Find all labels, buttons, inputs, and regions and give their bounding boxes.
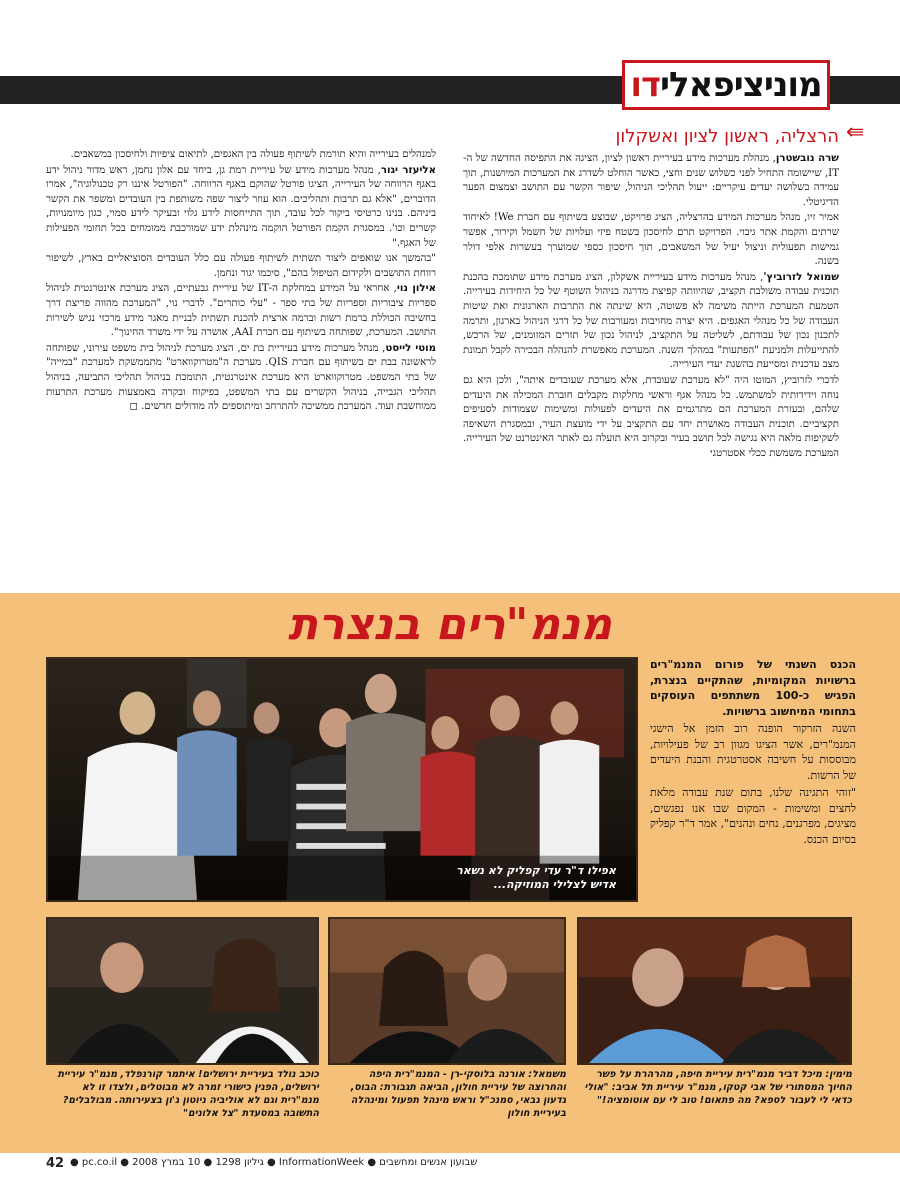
person-name: אליעזר יגור [380,164,436,176]
page-number: 42 [46,1156,65,1171]
logo-accent-text: דו [630,65,661,105]
caption-holon: משמאל: אורנה בלוסקי-רן - המנמ"רית היפה והחרוצה של עיריית חולון, הביאה תגבורת: הבוס, גדעון גבאי, סמנכ"ל וראש מינהל תפעול ומינהלה בעיריית חולון [350,1069,566,1119]
left-paragraph [46,164,436,252]
paragraph-text: , מנהל מערכות מידע של עיריית רמת גן, ביחד עם אלון נחמן, ראש מדור ניהול ידע באגף הרווחה של העירייה, הציגו פורטל שהוקם באגף הרווחה. "הפורטל איננו רק טכנולוגיה", אמרו הדוברים, "אלא גם תרבות ותהליכים. הוא עוזר ליצור שפה משותפת בין העובדים ומשפר את הקשר ביניהם. בנינו כרטיסי ביקור לכל עובד, תוך התייחסות לידע גלוי ובעיקר לידע סמוי, כגון מיומנויות, קשרים וכו'. במסגרת הקמת הפורטל הוקמה מינהלת ידע שמורכבת ממומחים בכל תחומי הפעילות של האגף." [46,164,436,249]
article-title: הרצליה, ראשון לציון ואשקלון [615,126,839,147]
couple-photo-image [579,919,850,1063]
right-paragraph [463,211,839,269]
caption-haifa-telaviv: מימין: מיכל דביר מנמ"רית עיריית חיפה, מהרהרת על פשר החיוך המסתורי של אבי קטקו, מנמ"ר עיריית תל אביב: "אולי כדאי לי לעבור לספא? מה פתאום! טוב לי עם אוטומציה!" [584,1069,852,1106]
feature-lead: הכנס השנתי של פורום המנמ"רים ברשויות המקומיות, שהתקיים בנצרת, הפגיש כ-100 משתתפים העוסקים בתחומי המיחשוב ברשויות. [650,658,856,718]
person-name: שמואל לזרוביץ' [763,271,839,283]
pair-photo-image [330,919,564,1063]
arrow-icon: ⇚ [846,120,865,145]
left-paragraph [46,148,436,163]
paragraph-text: אמיר זיו, מנהל מערכות המידע בהרצליה, הציג פרויקט, שבוצע בשיתוף עם חברת We! לאיחוד שרתים והקמת אתר גיבוי. הפרויקט תרם לחיסכון בשטח פיזי ועלויות של חשמל וקירור, אפשר גמישות תפעולית וניצול יעיל של המשאבים, תוך חיסכון כספי שמוערך בעשרות אלפי דולר בשנה. [463,212,839,268]
right-paragraphs [463,152,839,461]
main-photo-caption [456,864,616,892]
article-left-column [46,148,436,586]
footer-meta: שבועון אנשים ומחשבים ● InformationWeek ● גיליון 1298 ● 10 במרץ 2008 ● pc.co.il ● [70,1157,478,1168]
logo-main-text: מוניציפאלי [660,65,822,105]
paragraph-text: , מנהל מערכות מידע בעיריית בת ים, הציג מערכת לניהול בית משפט עירוני, שפותחה לראשונה בבת ים בשיתוף עם חברת QIS. מערכת ה"מטרוקווארט" מתממשקת למערכת "במייה" של בתי המשפט. מטרוקווארט היא מערכת אינטרנטית, התומכת בניהול תהליכי התביעה, בניהול תהליכי הגבייה, בניהול הקשרים עם בתי המשפט, בפיקוח ובקרה באמצעות מערכת התרעות ממוחשבת ועוד. המערכת ממשיכה להתרחב ומיתוספים לה מודולים חדשים. ◻ [46,342,436,413]
main-photo [46,657,638,902]
right-paragraph [463,271,839,373]
paragraph-text: , מנהלת מערכות מידע בעיריית ראשון לציון, הציגה את התפיסה החדשה של ה-IT, שיישומה התחיל לפני כשלוש שנים וחצי, כאשר הוחלט לשדרג את המערכות המיושנות, תוך עמידה בשלושה יעדים עיקריים: ייעול תהליכי הניהול, שיפור הקשר עם התושב וצמצום הפער הדיגיטלי. [463,153,839,208]
photo-jerusalem [46,917,319,1065]
right-paragraph [463,374,839,462]
caption-jerusalem: כוכב נולד בעיריית ירושלים! איתמר קורנפלד, מנמ"ר עיריית ירושלים, הפגין כישורי זמרה לא מבוטלים, ולצדו זו לא מנמ"רית וגם לא אוליביה ניוטון ג'ון בצעירותה. מבולבלים? התשובה במסעדת "צל אלונים" [57,1069,319,1119]
feature-text [650,657,856,849]
left-paragraph [46,342,436,415]
feature-body-1: השנה הזרקור הופנה רוב הזמן אל הישגי המנמ"רים, אשר הציגו מגוון רב של פעילויות, מבוססות על חשיבה אסטרטגית והבנת היעדים של הרשות. [650,722,856,782]
person-name: שרה נובשטרן [775,153,839,164]
main-caption-line-2: אדיש לצלילי המוזיקה... [493,878,616,891]
photo-holon [328,917,566,1065]
paragraph-text: , מנהל מערכות מידע בעיריית אשקלון, הציג מערכת מידע שתומכת בהכנת תוכנית עבודה משולבת תקציב, שהיוותה קפיצת מדרגה בניהול השוטף של כל היחידות בעירייה. הטמעת המערכת הייתה משימה לא פשוטה, היא שינתה את התרבות הארגונית ואת שיטות העבודה של כל מנהלי האגפים. היא יצרה מחויבות ומעורבות של כל דרגי הניהול בארגון, ותרמה לתכנון נכון של עבודתם, לשליטה על התקציב, לניהול נכון של תזרים המזומנים, של הרכש, להתייעלות ולמניעת "הפתעות" במהלך השנה. המערכת מאפשרת להנהלה הבכירה לקבל תמונת מצב עדכנית ומסייעת בהשגת יעדי העירייה. [463,271,839,371]
page-footer [46,1156,854,1172]
paragraph-text: , אחראי על המידע במחלקת ה-IT של עיריית גבעתיים, הציג מערכת אינטרנטית לניהול ספריות ציבוריות וספריות של בתי ספר - "עלי כותרים". לדברי נוי, "המערכת מהווה פריצת דרך בחשיבה הכוללת ברמת רשות וברמה ארצית להכנת תשתית לבניית מאגר מידע מרכזי נגיש לשירות התושב. המערכת, שפותחה בשיתוף עם חברת AAI, אושרה על ידי משרד החינוך". [46,283,436,339]
left-paragraphs [46,148,436,415]
paragraph-text: "בהמשך אנו שואפים ליצור תשתית לשיתוף פעולה עם כלל העובדים הסוציאליים בארץ, לשיפור רווחת התושבים ולקידום הטיפול בהם", סיכמו יגור ונחמן. [46,253,436,279]
article-right-column [463,126,839,586]
paragraph-text: לדברי לזרוביץ, המוטו היה "לא מערכת שעובדת, אלא מערכת שעובדים איתה", ולכן היא גם נוחה וידידותית למשתמש. כל מנהל אגף וראשי מחלקות מקבלים חוברת המכילה את היעדים שלהם, ובעזרת המערכת הם מתרגמים את היעדים לפעולות ומשימות שצמודות לסעיפים תקציביים. תוכנית העבודה מאושרת יחד עם התקציב על ידי מועצת העיר, ובמסגרת השאיפה לשקיפות מלאה היא נגישה לכל תושב בעיר ובקרוב היא תועלה גם לאתר האינטרנט של העירייה. המערכת משמשת ככלי אסטרטגי [463,374,839,459]
feature-title: מנמ"רים בנצרת [288,599,612,650]
section-logo [622,60,830,110]
left-paragraph [46,252,436,281]
photo-haifa-telaviv [577,917,852,1065]
left-paragraph [46,282,436,340]
section-logo-text [630,65,821,105]
feature-body-2: "זוהי התגינה שלנו, בתום שנת עבודה מלאת לחצים ומשימות - המקום שבו אנו נפגשים, מציגים, מפרגנים, נחים ונהנים", אמר ד"ר קפליק בסיום הכנס. [650,786,856,846]
main-caption-line-1: אפילו ד"ר עדי קפליק לא נשאר [456,864,616,877]
paragraph-text: למנהלים בעירייה והיא תורמת לשיתוף פעולה בין האגפים, לתיאום ציפיות ולחיסכון במשאבים. [70,149,436,160]
right-paragraph [463,152,839,210]
person-name: אילון נוי [396,283,437,295]
person-name: מוטי לייסט [385,342,436,354]
singers-photo-image [48,919,317,1063]
